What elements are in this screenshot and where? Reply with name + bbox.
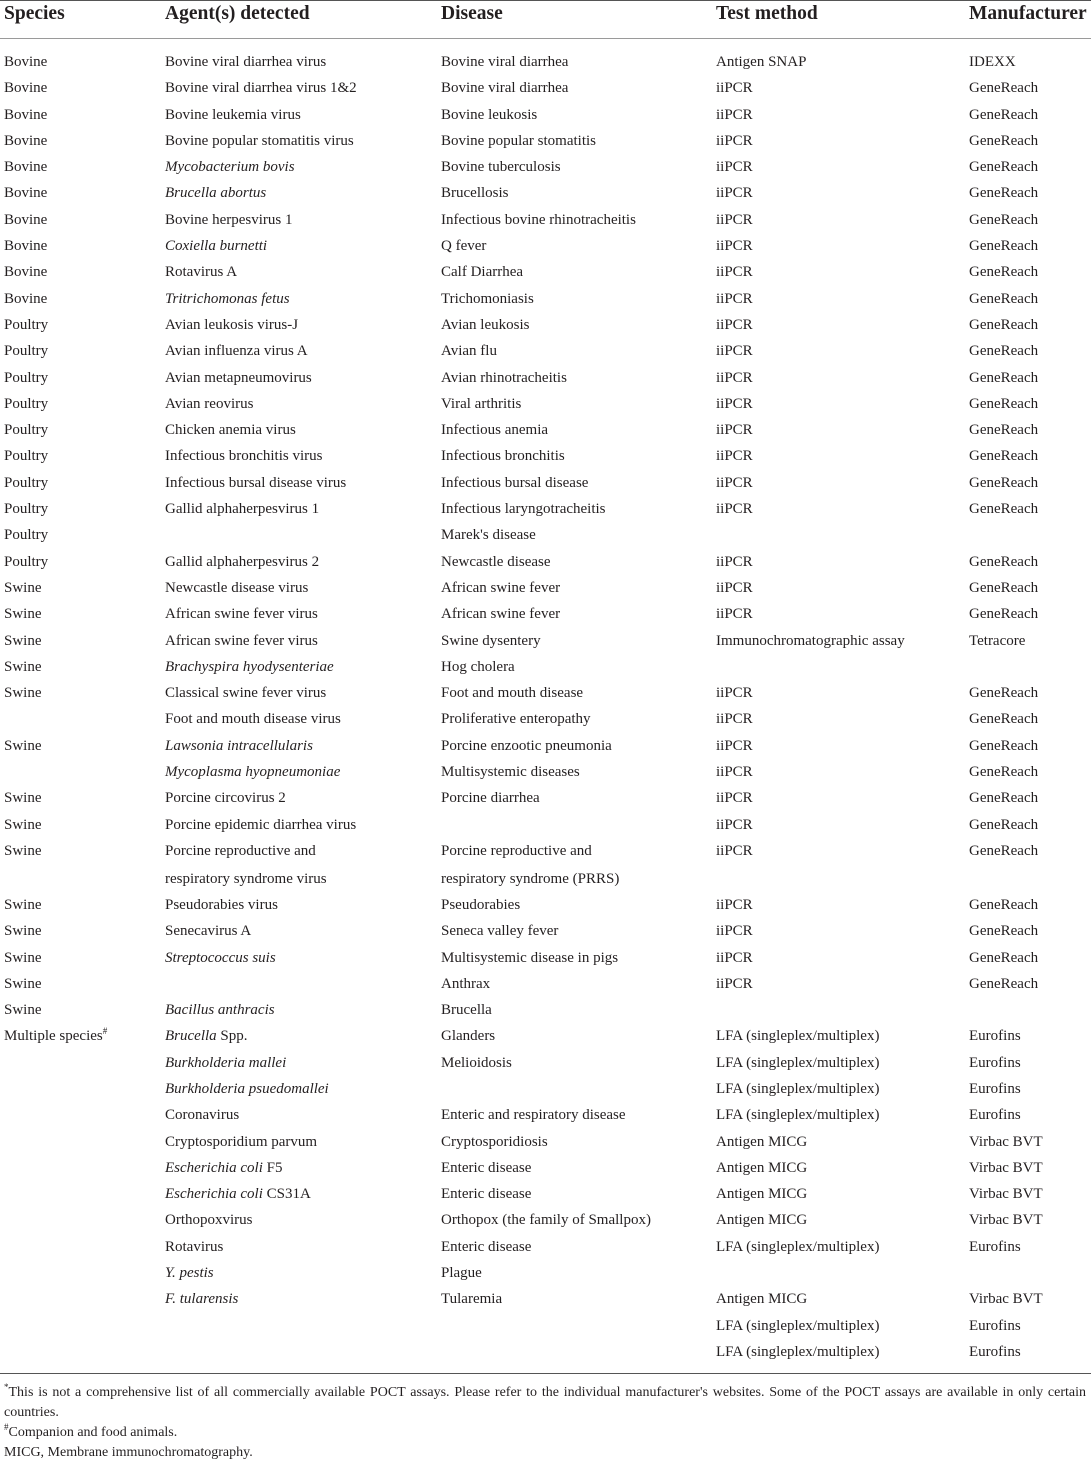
table-row <box>0 996 1091 1022</box>
table-row <box>0 311 1091 337</box>
cell-disease: Swine dysentery <box>441 632 541 649</box>
cell-species: Poultry <box>4 527 49 544</box>
table-row <box>0 917 1091 943</box>
cell-manufacturer: Virbac BVT <box>969 1212 1043 1229</box>
cell-species: Poultry <box>4 316 49 333</box>
cell-manufacturer: GeneReach <box>969 211 1039 228</box>
cell-manufacturer: GeneReach <box>969 474 1039 491</box>
cell-manufacturer: Virbac BVT <box>969 1291 1043 1308</box>
cell-method: iiPCR <box>716 80 753 97</box>
cell-disease: Plague <box>441 1265 482 1282</box>
cell-method: Antigen MICG <box>716 1212 808 1229</box>
cell-method: iiPCR <box>716 448 753 465</box>
cell-agent: Newcastle disease virus <box>165 579 309 596</box>
cell-agent: Burkholderia psuedomallei <box>165 1080 329 1097</box>
cell-disease: Seneca valley fever <box>441 923 559 940</box>
table-row <box>0 285 1091 311</box>
cell-method: Antigen SNAP <box>716 54 807 70</box>
cell-method: LFA (singleplex/multiplex) <box>716 1080 880 1097</box>
cell-species: Bovine <box>4 106 48 123</box>
header-agents: Agent(s) detected <box>165 3 310 24</box>
table-row <box>0 1128 1091 1154</box>
cell-agent: Mycoplasma hyopneumoniae <box>165 764 341 781</box>
cell-method: LFA (singleplex/multiplex) <box>716 1054 880 1071</box>
cell-disease: Q fever <box>441 238 487 255</box>
cell-agent: Chicken anemia virus <box>165 422 296 439</box>
cell-agent: Pseudorabies virus <box>165 896 278 913</box>
table-row <box>0 891 1091 917</box>
cell-method: iiPCR <box>716 606 753 623</box>
table-row <box>0 390 1091 416</box>
table-row <box>0 1206 1091 1232</box>
cell-manufacturer: Virbac BVT <box>969 1186 1043 1203</box>
cell-method: iiPCR <box>716 211 753 228</box>
cell-method: iiPCR <box>716 896 753 913</box>
cell-disease: Infectious bronchitis <box>441 448 565 465</box>
cell-species: Bovine <box>4 159 48 176</box>
table-row <box>0 1259 1091 1285</box>
cell-disease: African swine fever <box>441 606 561 623</box>
cell-method: LFA (singleplex/multiplex) <box>716 1343 880 1360</box>
header-species: Species <box>4 3 65 24</box>
cell-species: Poultry <box>4 501 49 518</box>
table-row <box>0 732 1091 758</box>
cell-manufacturer: Tetracore <box>969 632 1026 649</box>
cell-manufacturer: Virbac BVT <box>969 1159 1043 1176</box>
cell-disease: Bovine viral diarrhea <box>441 80 569 97</box>
cell-method: iiPCR <box>716 579 753 596</box>
cell-agent: Bovine herpesvirus 1 <box>165 211 293 228</box>
cell-disease: Bovine leukosis <box>441 106 538 123</box>
cell-manufacturer: GeneReach <box>969 711 1039 728</box>
table-row <box>0 784 1091 810</box>
cell-method: LFA (singleplex/multiplex) <box>716 1028 880 1045</box>
cell-method: Antigen MICG <box>716 1133 808 1150</box>
cell-species: Bovine <box>4 211 48 228</box>
cell-method: iiPCR <box>716 842 753 859</box>
cell-species: Bovine <box>4 290 48 307</box>
cell-disease: Pseudorabies <box>441 896 521 913</box>
cell-disease: Enteric disease <box>441 1159 532 1176</box>
cell-method: Antigen MICG <box>716 1186 808 1203</box>
cell-manufacturer: GeneReach <box>969 316 1039 333</box>
cell-disease: Infectious bovine rhinotracheitis <box>441 211 636 228</box>
cell-method: iiPCR <box>716 185 753 202</box>
cell-disease: Viral arthritis <box>441 395 522 412</box>
cell-manufacturer: GeneReach <box>969 238 1039 255</box>
cell-agent: F. tularensis <box>165 1291 239 1308</box>
cell-manufacturer: GeneReach <box>969 132 1039 149</box>
table-header <box>0 0 1091 39</box>
table-row <box>0 1233 1091 1259</box>
cell-manufacturer: GeneReach <box>969 606 1039 623</box>
table-bottom-rule <box>0 1373 1091 1374</box>
header-disease: Disease <box>441 3 503 24</box>
cell-manufacturer: Virbac BVT <box>969 1133 1043 1150</box>
cell-disease: Bovine popular stomatitis <box>441 132 596 149</box>
cell-method: iiPCR <box>716 316 753 333</box>
cell-species: Bovine <box>4 238 48 255</box>
cell-manufacturer: GeneReach <box>969 395 1039 412</box>
table-row <box>0 1180 1091 1206</box>
cell-agent: Gallid alphaherpesvirus 1 <box>165 501 320 518</box>
cell-manufacturer: GeneReach <box>969 422 1039 439</box>
cell-method: iiPCR <box>716 264 753 281</box>
table-row <box>0 627 1091 653</box>
cell-agent: Escherichia coli CS31A <box>165 1186 311 1203</box>
cell-species: Poultry <box>4 343 49 360</box>
cell-disease: Brucellosis <box>441 185 509 202</box>
table-row <box>0 679 1091 705</box>
cell-disease: Calf Diarrhea <box>441 264 524 281</box>
cell-species: Swine <box>4 816 42 833</box>
cell-species: Swine <box>4 896 42 913</box>
cell-manufacturer: Eurofins <box>969 1317 1021 1334</box>
cell-manufacturer: GeneReach <box>969 290 1039 307</box>
cell-manufacturer: GeneReach <box>969 842 1039 859</box>
cell-agent: Escherichia coli F5 <box>165 1159 283 1176</box>
cell-agent: Avian reovirus <box>165 395 254 412</box>
cell-method: iiPCR <box>716 474 753 491</box>
cell-method: iiPCR <box>716 290 753 307</box>
cell-agent: Avian metapneumovirus <box>165 369 312 386</box>
cell-manufacturer: Eurofins <box>969 1028 1021 1045</box>
cell-manufacturer: GeneReach <box>969 816 1039 833</box>
cell-disease: Porcine reproductive and respiratory syndrome (PRRS) <box>441 842 620 887</box>
cell-manufacturer: GeneReach <box>969 685 1039 702</box>
cell-disease: Avian leukosis <box>441 316 530 333</box>
cell-species: Swine <box>4 737 42 754</box>
cell-agent: Bovine popular stomatitis virus <box>165 132 354 149</box>
cell-species: Bovine <box>4 54 48 70</box>
cell-species: Swine <box>4 606 42 623</box>
cell-manufacturer: GeneReach <box>969 923 1039 940</box>
cell-disease: Bovine viral diarrhea <box>441 54 569 70</box>
table-row <box>0 1101 1091 1127</box>
table-row <box>0 364 1091 390</box>
cell-disease: Multisystemic disease in pigs <box>441 949 619 966</box>
cell-manufacturer: GeneReach <box>969 369 1039 386</box>
table-row <box>0 574 1091 600</box>
footnote-2: #Companion and food animals. <box>4 1422 178 1440</box>
cell-method: iiPCR <box>716 975 753 992</box>
cell-manufacturer: GeneReach <box>969 185 1039 202</box>
cell-agent: Bovine viral diarrhea virus <box>165 54 327 70</box>
cell-manufacturer: GeneReach <box>969 553 1039 570</box>
cell-species: Bovine <box>4 80 48 97</box>
cell-agent: Gallid alphaherpesvirus 2 <box>165 553 320 570</box>
cell-disease: Tularemia <box>441 1291 503 1308</box>
cell-method: LFA (singleplex/multiplex) <box>716 1317 880 1334</box>
cell-method: iiPCR <box>716 132 753 149</box>
cell-disease: Anthrax <box>441 975 491 992</box>
cell-manufacturer: IDEXX <box>969 54 1016 70</box>
cell-agent: Y. pestis <box>165 1265 214 1282</box>
table-row <box>0 548 1091 574</box>
table-row <box>0 600 1091 626</box>
cell-agent: Mycobacterium bovis <box>165 159 295 176</box>
cell-method: iiPCR <box>716 790 753 807</box>
cell-species: Swine <box>4 632 42 649</box>
table-row <box>0 153 1091 179</box>
cell-species: Swine <box>4 579 42 596</box>
table-row <box>0 521 1091 547</box>
cell-method: iiPCR <box>716 159 753 176</box>
table-row <box>0 944 1091 970</box>
table-row <box>0 179 1091 205</box>
cell-agent: African swine fever virus <box>165 606 318 623</box>
table-row <box>0 206 1091 232</box>
footnote-3: MICG, Membrane immunochromatography. <box>4 1445 253 1460</box>
table-row <box>0 416 1091 442</box>
cell-manufacturer: Eurofins <box>969 1054 1021 1071</box>
cell-disease: Bovine tuberculosis <box>441 159 561 176</box>
cell-agent: Coxiella burnetti <box>165 238 268 255</box>
cell-species: Multiple species# <box>4 1026 108 1045</box>
cell-disease: Proliferative enteropathy <box>441 711 591 728</box>
cell-agent: Burkholderia mallei <box>165 1054 287 1071</box>
cell-manufacturer: GeneReach <box>969 949 1039 966</box>
cell-method: iiPCR <box>716 737 753 754</box>
cell-agent: African swine fever virus <box>165 632 318 649</box>
cell-method: iiPCR <box>716 685 753 702</box>
cell-disease: Enteric and respiratory disease <box>441 1107 626 1124</box>
cell-manufacturer: GeneReach <box>969 579 1039 596</box>
cell-agent: Foot and mouth disease virus <box>165 711 341 728</box>
cell-species: Bovine <box>4 185 48 202</box>
cell-method: iiPCR <box>716 238 753 255</box>
cell-species: Poultry <box>4 422 49 439</box>
cell-agent: Avian leukosis virus-J <box>165 316 299 333</box>
cell-disease: Enteric disease <box>441 1186 532 1203</box>
cell-method: LFA (singleplex/multiplex) <box>716 1238 880 1255</box>
cell-disease: Enteric disease <box>441 1238 532 1255</box>
table-row <box>0 1075 1091 1101</box>
cell-disease: Infectious anemia <box>441 422 549 439</box>
cell-species: Poultry <box>4 395 49 412</box>
footnotes <box>4 1383 1086 1463</box>
cell-agent: Lawsonia intracellularis <box>165 737 313 754</box>
cell-disease: Newcastle disease <box>441 553 551 570</box>
table-row <box>0 1022 1091 1048</box>
cell-agent: Bovine leukemia virus <box>165 106 301 123</box>
cell-species: Swine <box>4 685 42 702</box>
cell-disease: African swine fever <box>441 579 561 596</box>
cell-agent: Rotavirus A <box>165 264 238 281</box>
cell-manufacturer: Eurofins <box>969 1343 1021 1360</box>
cell-agent: Tritrichomonas fetus <box>165 290 290 307</box>
cell-manufacturer: GeneReach <box>969 80 1039 97</box>
cell-species: Poultry <box>4 474 49 491</box>
table-row <box>0 811 1091 837</box>
cell-agent: Brucella abortus <box>165 185 267 202</box>
header-method: Test method <box>716 3 818 24</box>
cell-manufacturer: GeneReach <box>969 501 1039 518</box>
cell-agent: Brachyspira hyodysenteriae <box>165 658 334 675</box>
cell-disease: Porcine diarrhea <box>441 790 540 807</box>
cell-disease: Glanders <box>441 1028 496 1045</box>
cell-agent: Coronavirus <box>165 1107 240 1124</box>
cell-agent: Infectious bursal disease virus <box>165 474 347 491</box>
cell-disease: Melioidosis <box>441 1054 512 1071</box>
table-row <box>0 337 1091 363</box>
cell-agent: Porcine reproductive and respiratory syndrome virus <box>165 842 327 887</box>
cell-method: iiPCR <box>716 923 753 940</box>
cell-species: Swine <box>4 842 42 859</box>
cell-method: iiPCR <box>716 106 753 123</box>
cell-disease: Foot and mouth disease <box>441 685 584 702</box>
cell-agent: Rotavirus <box>165 1238 224 1255</box>
table-row <box>0 1338 1091 1364</box>
cell-method: iiPCR <box>716 711 753 728</box>
table-row <box>0 469 1091 495</box>
cell-manufacturer: GeneReach <box>969 896 1039 913</box>
cell-manufacturer: GeneReach <box>969 106 1039 123</box>
cell-manufacturer: GeneReach <box>969 975 1039 992</box>
header-manufacturer: Manufacturer <box>969 3 1087 24</box>
cell-agent: Bovine viral diarrhea virus 1&2 <box>165 80 357 97</box>
cell-disease: Multisystemic diseases <box>441 764 580 781</box>
cell-method: iiPCR <box>716 553 753 570</box>
cell-disease: Hog cholera <box>441 658 515 675</box>
cell-manufacturer: Eurofins <box>969 1238 1021 1255</box>
table-row <box>0 1049 1091 1075</box>
cell-manufacturer: GeneReach <box>969 764 1039 781</box>
cell-method: iiPCR <box>716 816 753 833</box>
cell-disease: Porcine enzootic pneumonia <box>441 737 612 754</box>
cell-method: iiPCR <box>716 343 753 360</box>
cell-disease: Trichomoniasis <box>441 290 534 307</box>
table-body <box>0 48 1091 1364</box>
table-row <box>0 258 1091 284</box>
cell-agent: Porcine epidemic diarrhea virus <box>165 816 357 833</box>
cell-species: Poultry <box>4 369 49 386</box>
table-row <box>0 1154 1091 1180</box>
cell-agent: Infectious bronchitis virus <box>165 448 323 465</box>
table-row <box>0 653 1091 679</box>
table-row <box>0 758 1091 784</box>
table-row <box>0 442 1091 468</box>
table-row <box>0 127 1091 153</box>
footnote-1: *This is not a comprehensive list of all commercially available POCT assays. Please refer to the individual manufacturer's websites. Some of the POCT assays are available in only certain countries. <box>4 1382 1086 1420</box>
cell-species: Swine <box>4 658 42 675</box>
cell-agent: Streptococcus suis <box>165 949 276 966</box>
table-row <box>0 495 1091 521</box>
cell-species: Poultry <box>4 448 49 465</box>
table-row <box>0 232 1091 258</box>
table-row <box>0 74 1091 100</box>
cell-disease: Avian rhinotracheitis <box>441 369 567 386</box>
cell-agent: Orthopoxvirus <box>165 1212 253 1229</box>
cell-method: LFA (singleplex/multiplex) <box>716 1107 880 1124</box>
cell-manufacturer: Eurofins <box>969 1080 1021 1097</box>
cell-species: Bovine <box>4 132 48 149</box>
table-row <box>0 837 1091 891</box>
cell-manufacturer: GeneReach <box>969 159 1039 176</box>
cell-disease: Orthopox (the family of Smallpox) <box>441 1212 651 1229</box>
cell-disease: Cryptosporidiosis <box>441 1133 548 1150</box>
cell-manufacturer: GeneReach <box>969 343 1039 360</box>
cell-method: iiPCR <box>716 422 753 439</box>
cell-agent: Senecavirus A <box>165 923 252 940</box>
cell-agent: Classical swine fever virus <box>165 685 327 702</box>
cell-method: iiPCR <box>716 501 753 518</box>
cell-method: iiPCR <box>716 949 753 966</box>
cell-species: Swine <box>4 949 42 966</box>
cell-disease: Brucella <box>441 1002 492 1019</box>
cell-agent: Bacillus anthracis <box>165 1002 275 1019</box>
cell-method: iiPCR <box>716 395 753 412</box>
cell-method: Antigen MICG <box>716 1159 808 1176</box>
table-row <box>0 970 1091 996</box>
cell-disease: Infectious bursal disease <box>441 474 589 491</box>
cell-species: Swine <box>4 923 42 940</box>
cell-method: iiPCR <box>716 764 753 781</box>
cell-species: Swine <box>4 790 42 807</box>
cell-manufacturer: GeneReach <box>969 264 1039 281</box>
cell-species: Bovine <box>4 264 48 281</box>
cell-disease: Infectious laryngotracheitis <box>441 501 606 518</box>
cell-method: Immunochromatographic assay <box>716 632 905 649</box>
cell-species: Swine <box>4 975 42 992</box>
table-row <box>0 1312 1091 1338</box>
cell-manufacturer: GeneReach <box>969 448 1039 465</box>
table-row <box>0 48 1091 74</box>
cell-agent: Cryptosporidium parvum <box>165 1133 318 1150</box>
cell-agent: Porcine circovirus 2 <box>165 790 286 807</box>
cell-method: Antigen MICG <box>716 1291 808 1308</box>
cell-disease: Avian flu <box>441 343 497 360</box>
table-row <box>0 101 1091 127</box>
cell-manufacturer: GeneReach <box>969 737 1039 754</box>
table-row <box>0 1285 1091 1311</box>
cell-agent: Avian influenza virus A <box>165 343 308 360</box>
cell-method: iiPCR <box>716 369 753 386</box>
cell-manufacturer: Eurofins <box>969 1107 1021 1124</box>
cell-species: Swine <box>4 1002 42 1019</box>
cell-manufacturer: GeneReach <box>969 790 1039 807</box>
table-row <box>0 705 1091 731</box>
cell-disease: Marek's disease <box>441 527 536 544</box>
cell-agent: Brucella Spp. <box>165 1028 248 1045</box>
cell-species: Poultry <box>4 553 49 570</box>
